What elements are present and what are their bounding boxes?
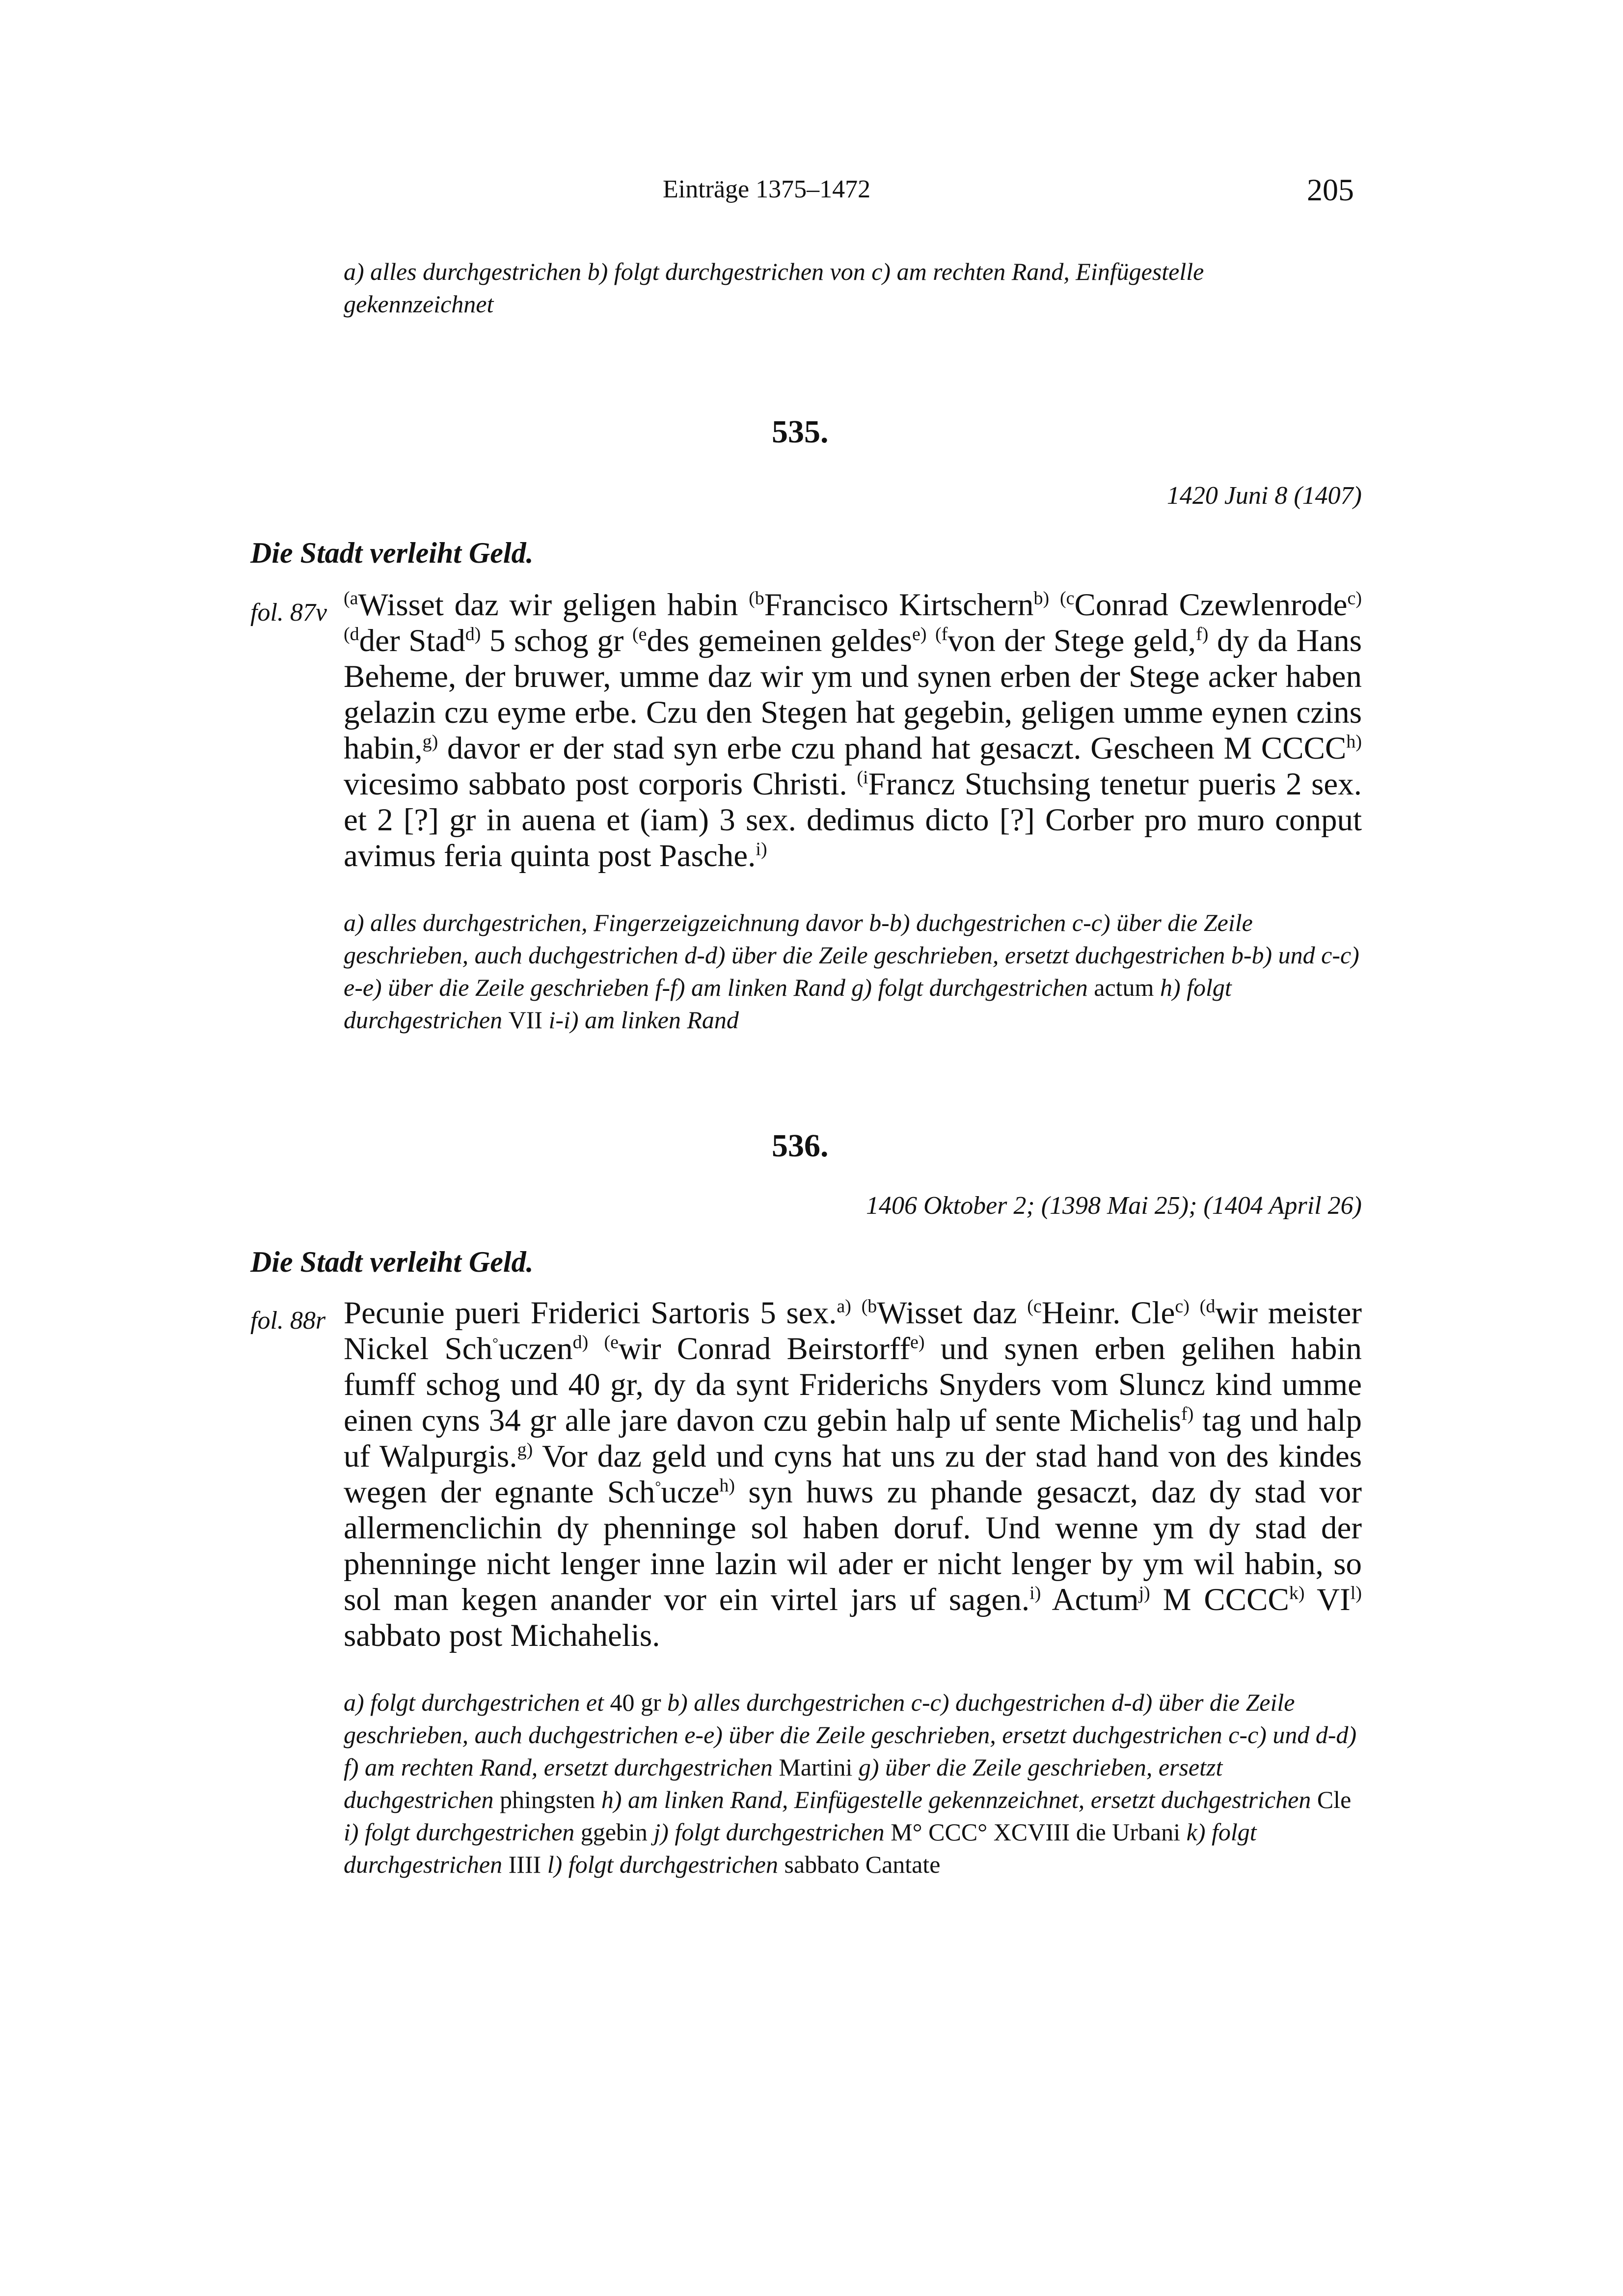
footnote-marker: a) (837, 1296, 851, 1317)
footnote-marker: g) (517, 1439, 533, 1460)
note-quoted-reading: phingsten (499, 1786, 595, 1813)
entry-heading: Die Stadt verleiht Geld. (250, 1246, 534, 1278)
text-segment: davor er der stad syn erbe czu phand hat gesaczt. Gescheen M CCCC (438, 731, 1347, 766)
apparatus-notes (344, 906, 1365, 1036)
text-segment: 5 schog gr (481, 623, 632, 658)
footnote-marker: (f (935, 624, 948, 645)
letter: u (661, 1475, 677, 1510)
text-segment: sabbato post Michahelis. (344, 1618, 660, 1653)
note-text: h) folgt durchgestrichen (344, 974, 1232, 1034)
text-segment: Pecunie pueri Friderici Sartoris 5 sex. (344, 1295, 837, 1331)
footnote-marker: i) (756, 839, 767, 860)
footnote-marker: d) (572, 1332, 589, 1353)
text-segment (851, 1295, 862, 1331)
note-quoted-reading: ggebin (580, 1818, 648, 1846)
entry-text (344, 587, 1362, 874)
footnote-marker: (i (857, 767, 868, 788)
note-text: a) alles durchgestrichen, Fingerzeigzeichnung davor b-b) duchgestrichen c-c) über die Zeile geschrieben, auch duchgestrichen d-d) über die Zeile geschrieben, ersetzt duchgestrichen b-b) und c-c) e-e) über die Zeile geschrieben f-f) am linken Rand g) folgt durchgestrichen (344, 909, 1359, 1001)
text-segment: tag und halp uf Walpurgis. (344, 1403, 1362, 1474)
text-segment: Vor daz geld und cyns hat uns zu der stad hand von des kindes wegen der egnante Sch (344, 1439, 1362, 1510)
note-text: j) folgt durchgestrichen (647, 1818, 891, 1846)
entry-date: 1406 Oktober 2; (1398 Mai 25); (1404 April 26) (866, 1192, 1362, 1220)
footnote-marker: b) (1033, 588, 1050, 609)
footnote-marker: e) (910, 1332, 925, 1353)
note-quoted-reading: 40 gr (610, 1689, 661, 1716)
text-segment (588, 1331, 604, 1367)
footnote-marker: c) (1175, 1296, 1190, 1317)
footnote-marker: d) (465, 624, 481, 645)
note-quoted-reading: actum (1094, 974, 1154, 1001)
text-segment: Wisset daz wir geligen habin (358, 587, 749, 623)
note-quoted-reading: Martini (779, 1753, 853, 1781)
note-quoted-reading: VII (508, 1006, 542, 1034)
text-segment: des gemeinen geldes (647, 623, 912, 658)
text-segment: Conrad Czewlenrode (1074, 587, 1348, 623)
footnote-marker: (b (749, 588, 764, 609)
text-segment: Wisset daz (877, 1295, 1028, 1331)
text-segment (1190, 1295, 1200, 1331)
footnote-marker: (a (344, 588, 358, 609)
text-segment: vicesimo sabbato post corporis Christi. (344, 766, 857, 802)
note-text: l) folgt durchgestrichen (541, 1851, 784, 1878)
text-segment: Actum (1041, 1582, 1139, 1617)
entry-text (344, 1295, 1362, 1654)
entry-number: 535. (772, 414, 829, 450)
footnote-marker: (d (344, 624, 359, 645)
superscript-ring-letter (492, 1331, 514, 1367)
text-segment: cze (676, 1475, 720, 1510)
footnote-marker: i) (1029, 1583, 1041, 1604)
text-segment (1049, 587, 1060, 623)
text-segment: Heinr. Cle (1041, 1295, 1175, 1331)
footnote-marker: k) (1289, 1583, 1305, 1604)
note-text: b) alles durchgestrichen c-c) duchgestrichen d-d) über die Zeile geschrieben, auch duchgestrichen e-e) über die Zeile geschrieben, ersetzt duchgestrichen c-c) und d-d) f) am rechten Rand, ersetzt durchgestrichen (344, 1689, 1357, 1781)
note-text: k) folgt durchgestrichen (344, 1818, 1257, 1878)
text-segment: von der Stege geld, (947, 623, 1196, 658)
text-segment: der Stad (359, 623, 465, 658)
superscript-ring-letter (655, 1475, 677, 1510)
top-footnote-line: a) alles durchgestrichen b) folgt durchgestrichen von c) am rechten Rand, Einfügestelle (344, 258, 1204, 285)
footnote-marker: g) (422, 731, 438, 752)
entry-number: 536. (772, 1128, 829, 1164)
text-segment: Francz Stuchsing tenetur pueris 2 sex. et 2 [?] gr in auena et (iam) 3 sex. dedimus dicto [?] Corber pro muro conput avimus feria quinta post Pasche. (344, 766, 1362, 874)
footnote-marker: f) (1181, 1403, 1194, 1424)
note-text: i) folgt durchgestrichen (344, 1818, 581, 1846)
page-number: 205 (1307, 172, 1354, 207)
footnote-marker: (b (861, 1296, 877, 1317)
folio-reference: fol. 87v (250, 599, 327, 627)
footnote-marker: f) (1196, 624, 1209, 645)
text-segment: Francisco Kirtschern (764, 587, 1034, 623)
text-segment: syn huws zu phande gesaczt, daz dy stad vor allermenclichin dy phenninge sol haben doruf. Und wenne ym dy stad der phenninge nicht lenger inne lazin wil ader er nicht lenger by ym wil habin, so sol man kegen anander vor ein virtel jars uf sagen. (344, 1475, 1362, 1617)
entry-heading: Die Stadt verleiht Geld. (250, 537, 534, 569)
note-quoted-reading: IIII (508, 1851, 541, 1878)
note-quoted-reading: sabbato Cantate (784, 1851, 941, 1878)
top-footnote (344, 255, 1365, 320)
top-footnote-line: gekennzeichnet (344, 290, 494, 318)
text-segment (926, 623, 935, 658)
footnote-marker: c) (1347, 588, 1362, 609)
ring-diacritic: ° (492, 1335, 499, 1352)
footnote-marker: (e (604, 1332, 619, 1353)
folio-reference: fol. 88r (250, 1307, 326, 1335)
note-text: h) am linken Rand, Einfügestelle gekennzeichnet, ersetzt duchgestrichen (595, 1786, 1317, 1813)
footnote-marker: e) (912, 624, 927, 645)
footnote-marker: (d (1199, 1296, 1216, 1317)
text-segment: M CCCC (1150, 1582, 1289, 1617)
text-segment: VI (1304, 1582, 1351, 1617)
note-text: i-i) am linken Rand (542, 1006, 739, 1034)
text-segment: czen (514, 1331, 573, 1367)
entry-date: 1420 Juni 8 (1407) (1166, 482, 1362, 510)
footnote-marker: j) (1138, 1583, 1150, 1604)
text-segment: wir Conrad Beirstorff (619, 1331, 911, 1367)
footnote-marker: (e (632, 624, 647, 645)
text-segment: und synen erben gelihen habin fumff schog und 40 gr, dy da synt Friderichs Snyders vom Sluncz kind umme einen cyns 34 gr alle jare davon czu gebin halp uf sente Michelis (344, 1331, 1362, 1438)
apparatus-notes (344, 1686, 1365, 1881)
ring-diacritic: ° (655, 1478, 661, 1495)
text-segment: dy da Hans Beheme, der bruwer, umme daz wir ym und synen erben der Stege acker haben gelazin czu eyme erbe. Czu den Stegen hat gegebin, geligen umme eynen czins habin, (344, 623, 1362, 766)
text-segment: wir meister Nickel Sch (344, 1295, 1362, 1367)
footnote-marker: (c (1027, 1296, 1042, 1317)
footnote-marker: l) (1350, 1583, 1362, 1604)
note-quoted-reading: Cle (1317, 1786, 1352, 1813)
note-quoted-reading: M° CCC° XCVIII die Urbani (891, 1818, 1181, 1846)
note-text: a) folgt durchgestrichen et (344, 1689, 610, 1716)
footnote-marker: h) (719, 1475, 735, 1496)
footnote-marker: (c (1059, 588, 1075, 609)
footnote-marker: h) (1346, 731, 1362, 752)
running-head: Einträge 1375–1472 (663, 175, 871, 203)
note-text: g) über die Zeile geschrieben, ersetzt duchgestrichen (344, 1753, 1223, 1813)
letter: u (498, 1331, 514, 1367)
